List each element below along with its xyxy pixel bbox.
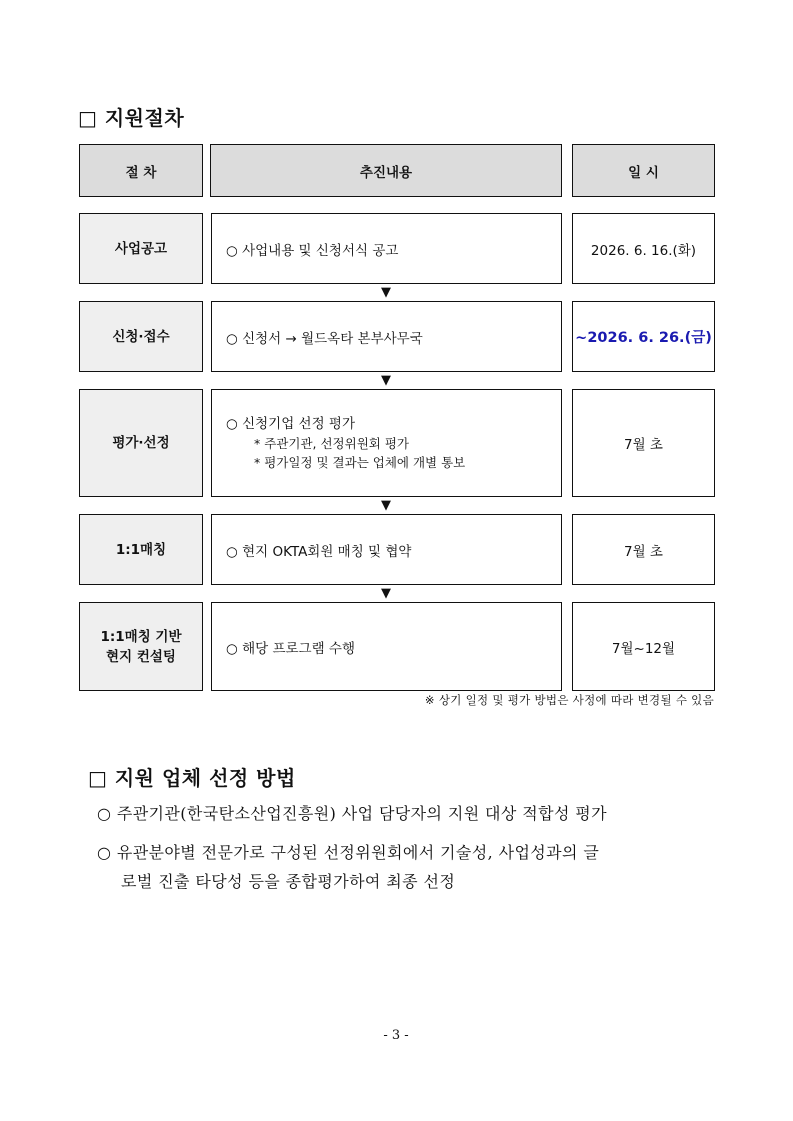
date-application-deadline: ~2026. 6. 26.(금)	[572, 301, 715, 372]
down-arrow-icon: ▼	[381, 373, 391, 388]
step-application: 신청·접수	[79, 301, 203, 372]
header-step: 절 차	[79, 144, 203, 197]
step-consulting-line2: 현지 컨설팅	[106, 648, 176, 665]
down-arrow-icon: ▼	[381, 586, 391, 601]
content-evaluation-main: ○ 신청기업 선정 평가	[226, 415, 355, 432]
step-consulting	[79, 602, 203, 691]
selection-bullet-2-line1: ○ 유관분야별 전문가로 구성된 선정위원회에서 기술성, 사업성과의 글	[97, 843, 600, 862]
page-number: - 3 -	[383, 1028, 409, 1043]
schedule-note: ※ 상기 일정 및 평가 방법은 사정에 따라 변경될 수 있음	[424, 693, 714, 707]
content-evaluation-sub2: * 평가일정 및 결과는 업체에 개별 통보	[254, 454, 466, 470]
down-arrow-icon: ▼	[381, 285, 391, 300]
step-matching: 1:1매칭	[79, 514, 203, 585]
section-title-selection: □ 지원 업체 선정 방법	[88, 766, 296, 790]
content-evaluation	[211, 389, 562, 497]
step-announcement: 사업공고	[79, 213, 203, 284]
selection-bullet-2-line2: 로벌 진출 타당성 등을 종합평가하여 최종 선정	[121, 872, 456, 891]
date-consulting: 7월~12월	[572, 602, 715, 691]
content-matching: ○ 현지 OKTA회원 매칭 및 협약	[211, 514, 562, 585]
header-content: 추진내용	[210, 144, 562, 197]
step-consulting-line1: 1:1매칭 기반	[100, 628, 182, 645]
date-matching: 7월 초	[572, 514, 715, 585]
section-title-procedure: □ 지원절차	[78, 106, 185, 130]
date-evaluation: 7월 초	[572, 389, 715, 497]
content-application: ○ 신청서 → 월드옥타 본부사무국	[211, 301, 562, 372]
selection-bullet-1: ○ 주관기관(한국탄소산업진흥원) 사업 담당자의 지원 대상 적합성 평가	[97, 804, 608, 823]
content-consulting: ○ 해당 프로그램 수행	[211, 602, 562, 691]
header-date: 일 시	[572, 144, 715, 197]
step-evaluation: 평가·선정	[79, 389, 203, 497]
date-announcement: 2026. 6. 16.(화)	[572, 213, 715, 284]
down-arrow-icon: ▼	[381, 498, 391, 513]
content-announcement: ○ 사업내용 및 신청서식 공고	[211, 213, 562, 284]
content-evaluation-sub1: * 주관기관, 선정위원회 평가	[254, 435, 409, 451]
